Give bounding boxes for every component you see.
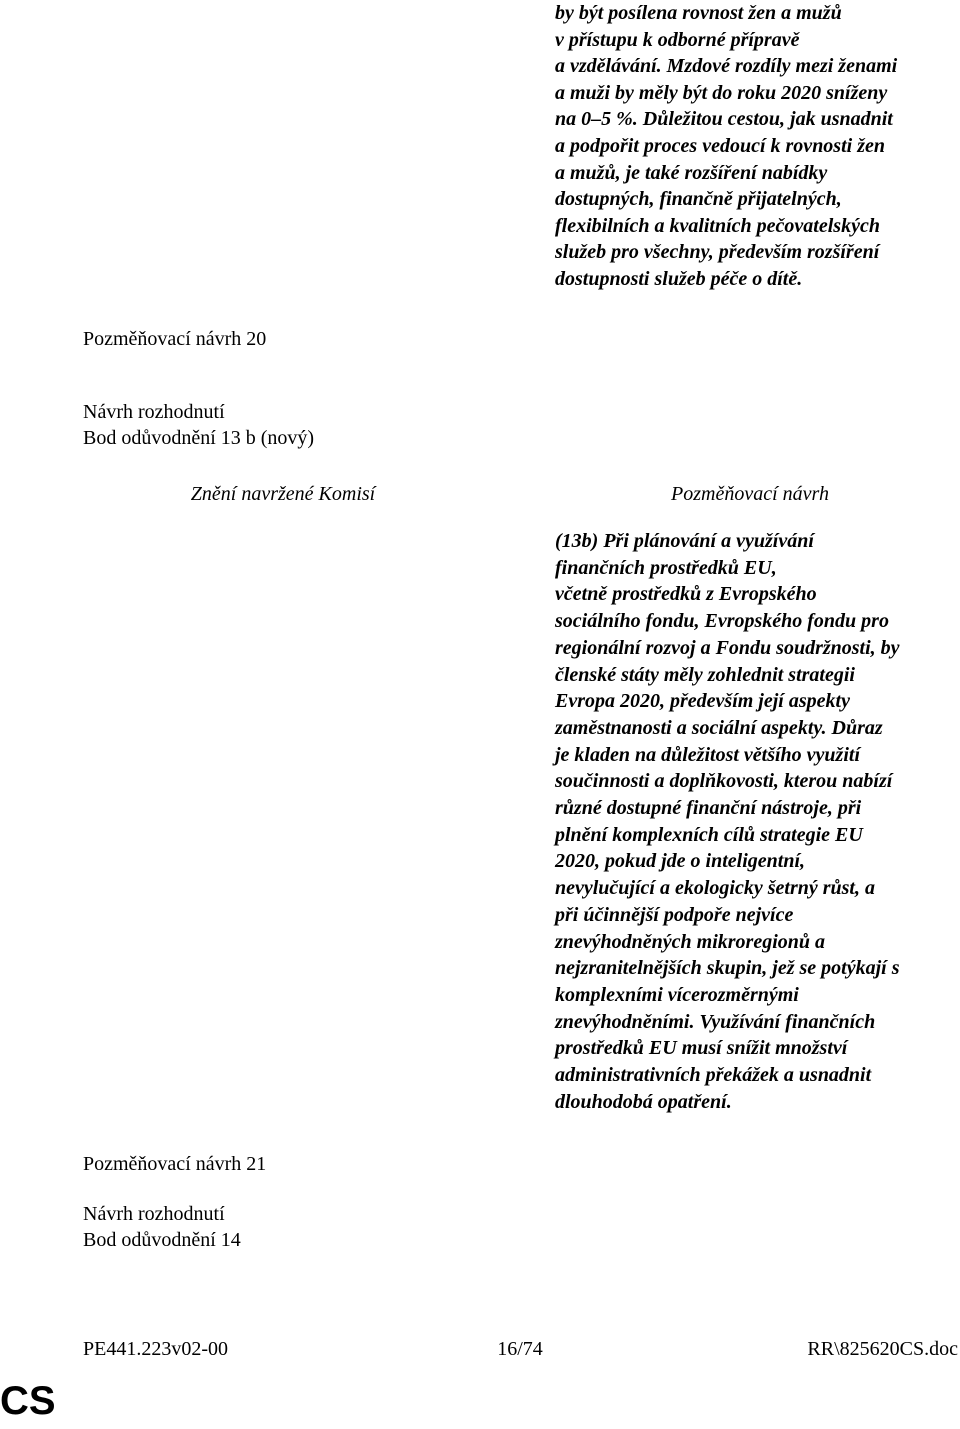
amendment-column-header: Pozměňovací návrh xyxy=(671,483,829,505)
amendment-21-recital-label: Bod odůvodnění 14 xyxy=(83,1229,241,1251)
amendment-20-title: Pozměňovací návrh 20 xyxy=(83,328,267,350)
commission-text-column-header: Znění navržené Komisí xyxy=(190,483,376,505)
footer-page-number: 16/74 xyxy=(497,1338,543,1360)
language-code: CS xyxy=(0,1379,56,1423)
footer-document-name: RR\825620CS.doc xyxy=(807,1338,958,1360)
previous-amendment-continuation-text: by být posílena rovnost žen a mužů v přístupu k odborné přípravě a vzdělávání. Mzdové rozdíly mezi ženami a muži by měly být do roku 2020 sníženy na 0–5 %. Důležitou cestou, jak usnadnit a podpořit proces vedoucí k rovnosti žen a mužů, je také rozšíření nabídky dostupných, finančně přijatelných, flexibilních a kvalitních pečovatelských služeb pro všechny, především rozšíření dostupnosti služeb péče o dítě. xyxy=(555,2,898,290)
amendment-20-recital-label: Bod odůvodnění 13 b (nový) xyxy=(83,427,315,449)
amendment-20-proposal-label: Návrh rozhodnutí xyxy=(83,401,225,423)
amendment-21-title: Pozměňovací návrh 21 xyxy=(83,1153,267,1175)
amendment-20-body-text: (13b) Při plánování a využívání finančních prostředků EU, včetně prostředků z Evropského sociálního fondu, Evropského fondu pro regionální rozvoj a Fondu soudržnosti, by členské státy měly zohlednit strategii Evropa 2020, především její aspekty zaměstnanosti a sociální aspekty. Důraz je kladen na důležitost většího využití součinnosti a doplňkovosti, kterou nabízí různé dostupné finanční nástroje, při plnění komplexních cílů strategie EU 2020, pokud jde o inteligentní, nevylučující a ekologicky šetrný růst, a při účinnější podpoře nejvíce znevýhodněných mikroregionů a nejzranitelnějších skupin, jež se potýkají s komplexními vícerozměrnými znevýhodněními. Využívání finančních prostředků EU musí snížit množství administrativních překážek a usnadnit dlouhodobá opatření. xyxy=(555,530,900,1113)
footer-reference: PE441.223v02-00 xyxy=(83,1338,228,1360)
amendment-21-proposal-label: Návrh rozhodnutí xyxy=(83,1203,225,1225)
